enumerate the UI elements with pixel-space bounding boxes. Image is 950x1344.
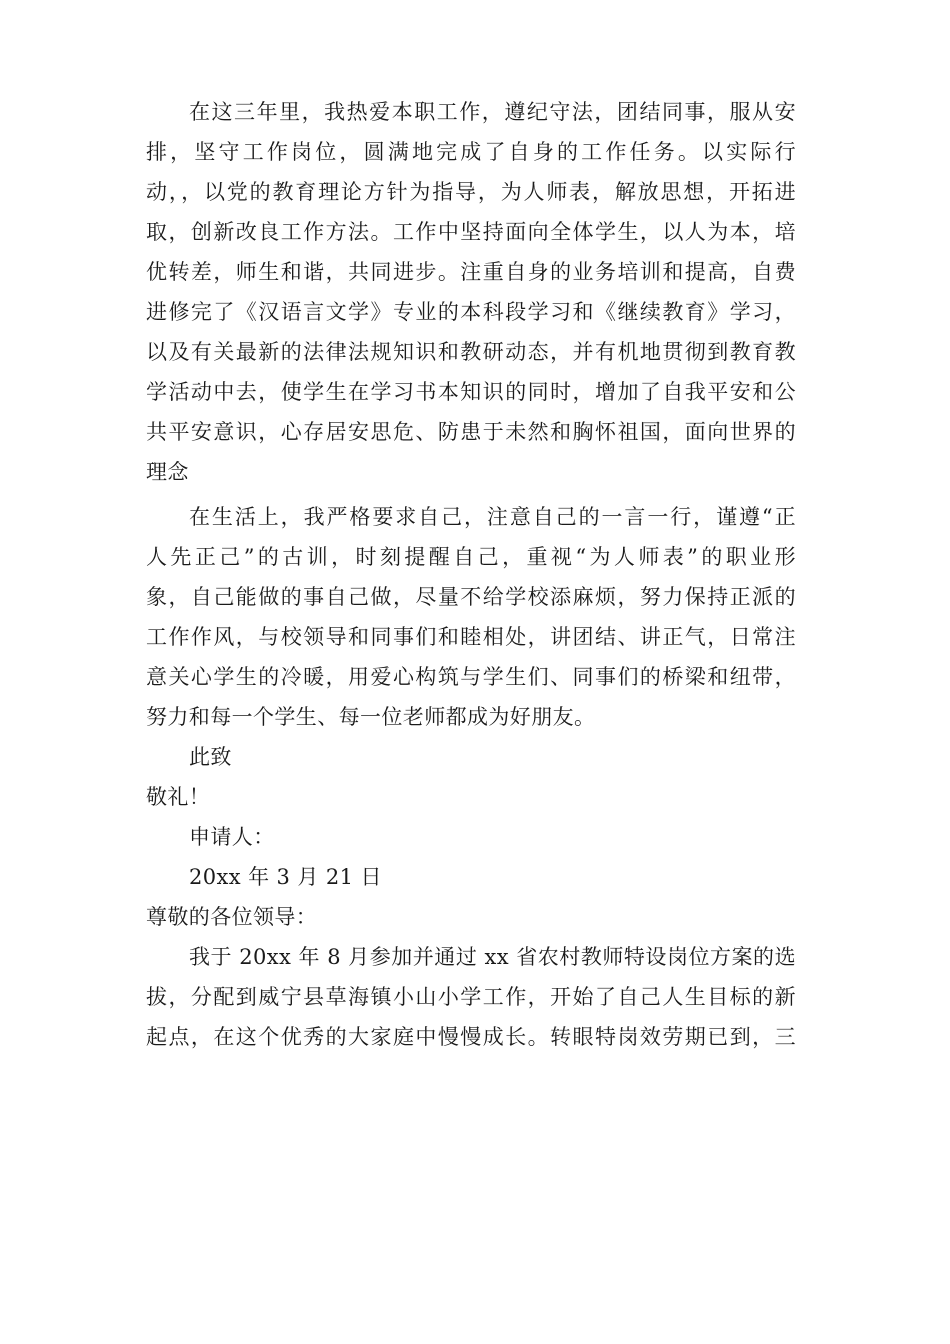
paragraph-2 bbox=[146, 497, 796, 737]
text-line: 学活动中去，使学生在学习书本知识的同时，增加了自我平安和公 bbox=[146, 380, 796, 404]
text-line: 我于 20xx 年 8 月参加并通过 xx 省农村教师特设岗位方案的选 bbox=[189, 945, 796, 969]
text-line: 以及有关最新的法律法规知识和教研动态，并有机地贯彻到教育教 bbox=[146, 340, 796, 364]
text-line: 象，自己能做的事自己做，尽量不给学校添麻烦，努力保持正派的 bbox=[146, 585, 796, 609]
paragraph-1 bbox=[146, 92, 796, 492]
document-page bbox=[146, 92, 796, 1057]
text-line: 进修完了《汉语言文学》专业的本科段学习和《继续教育》学习， bbox=[146, 300, 796, 324]
text-line: 理念 bbox=[146, 460, 189, 484]
text-line: 拔，分配到威宁县草海镇小山小学工作，开始了自己人生目标的新 bbox=[146, 985, 796, 1009]
letter-closing bbox=[146, 737, 796, 897]
text-line: 工作作风，与校领导和同事们和睦相处，讲团结、讲正气，日常注 bbox=[146, 625, 796, 649]
letter-date: 20xx 年 3 月 21 日 bbox=[189, 865, 382, 889]
text-line: 动，，以党的教育理论方针为指导，为人师表，解放思想，开拓进 bbox=[146, 180, 796, 204]
text-line: 取，创新改良工作方法。工作中坚持面向全体学生，以人为本，培 bbox=[146, 220, 796, 244]
closing-salute: 此致 bbox=[189, 745, 232, 769]
text-line: 在生活上，我严格要求自己，注意自己的一言一行，谨遵“正 bbox=[189, 505, 796, 529]
letter-greeting: 尊敬的各位领导： bbox=[146, 905, 318, 929]
text-line: 意关心学生的冷暖，用爱心构筑与学生们、同事们的桥梁和纽带， bbox=[146, 665, 796, 689]
text-line: 在这三年里，我热爱本职工作，遵纪守法，团结同事，服从安 bbox=[189, 100, 796, 124]
text-line: 共平安意识，心存居安思危、防患于未然和胸怀祖国，面向世界的 bbox=[146, 420, 796, 444]
applicant-label: 申请人： bbox=[189, 825, 275, 849]
second-letter bbox=[146, 897, 796, 1057]
text-line: 起点，在这个优秀的大家庭中慢慢成长。转眼特岗效劳期已到，三 bbox=[146, 1025, 796, 1049]
text-line: 努力和每一个学生、每一位老师都成为好朋友。 bbox=[146, 705, 596, 729]
text-line: 优转差，师生和谐，共同进步。注重自身的业务培训和提高，自费 bbox=[146, 260, 796, 284]
text-line: 人先正己”的古训，时刻提醒自己，重视“为人师表”的职业形 bbox=[146, 545, 796, 569]
text-line: 排，坚守工作岗位，圆满地完成了自身的工作任务。以实际行 bbox=[146, 140, 796, 164]
closing-regards: 敬礼！ bbox=[146, 785, 211, 809]
